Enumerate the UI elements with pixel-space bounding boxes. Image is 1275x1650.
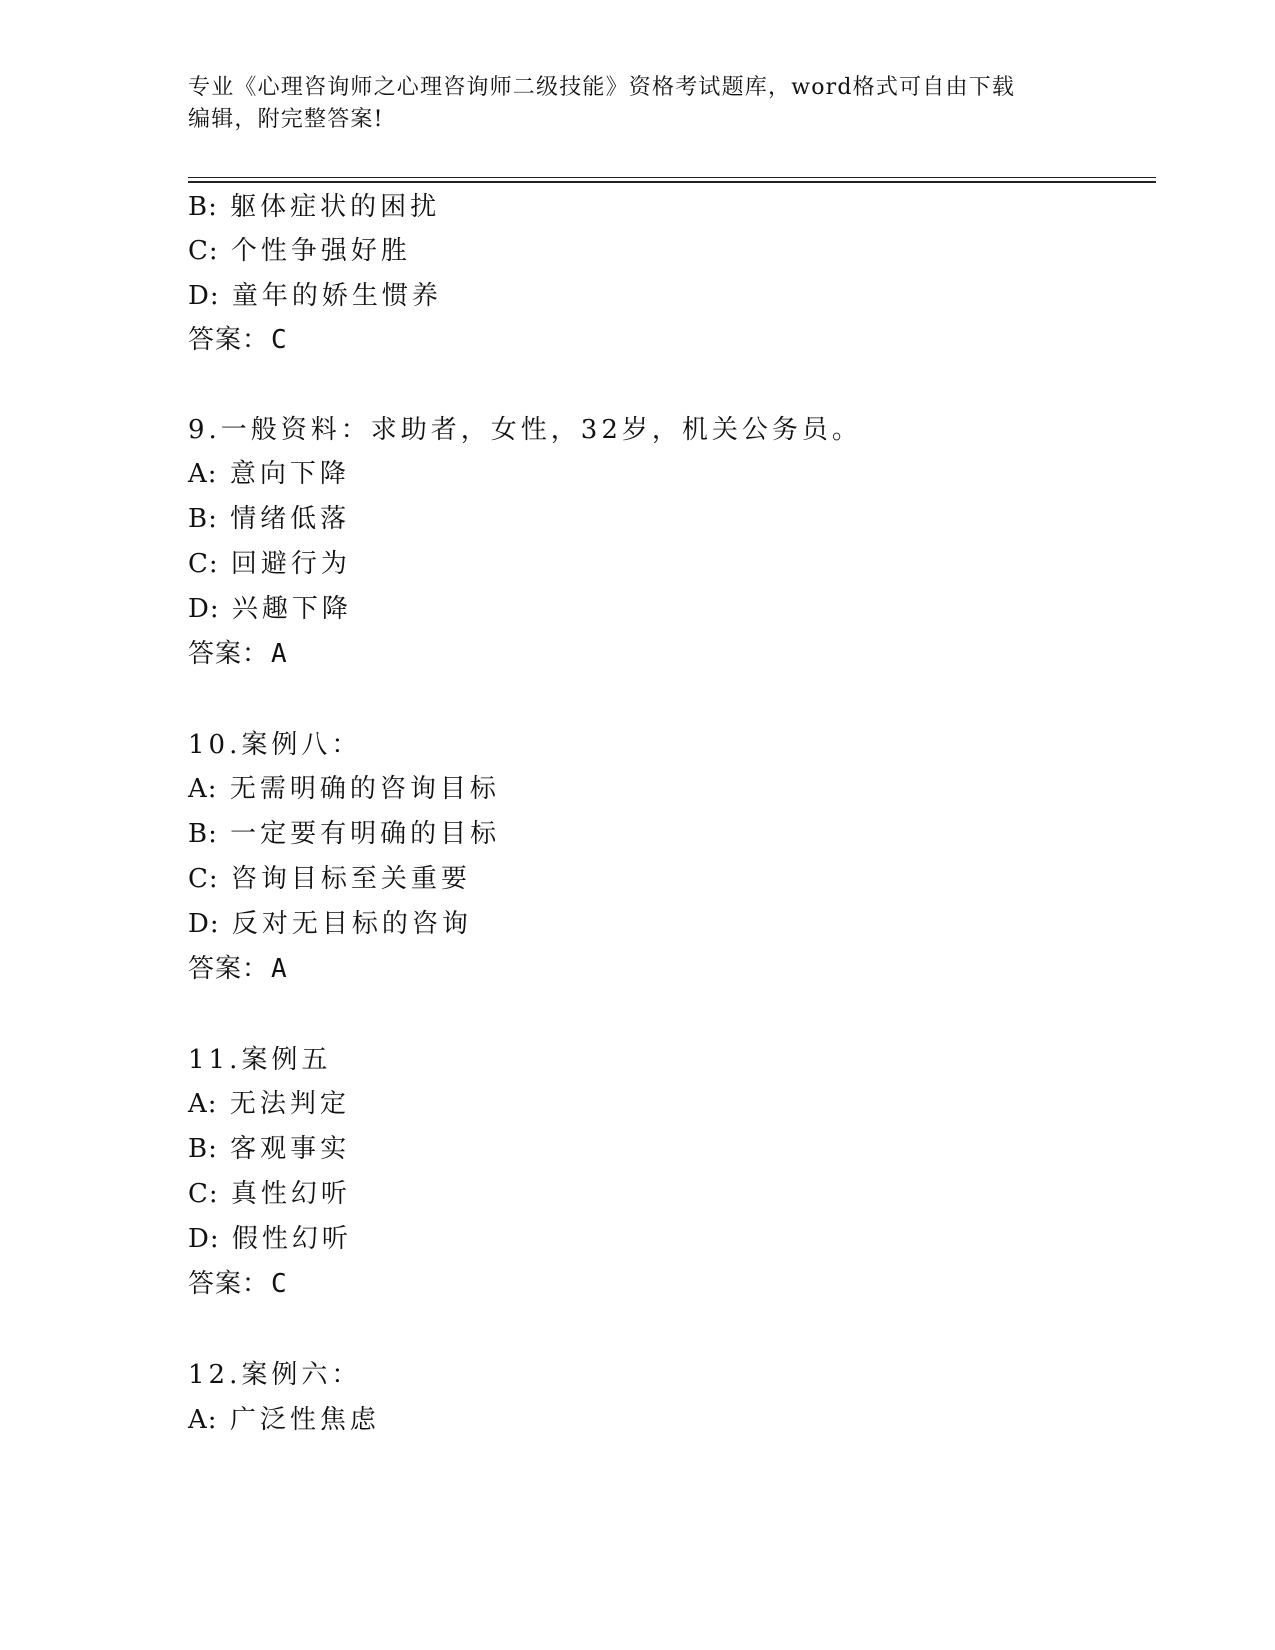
- q8-option-d: [188, 279, 442, 313]
- option-text: 情绪低落: [230, 504, 351, 534]
- option-letter: D:: [188, 909, 220, 939]
- option-text: 假性幻听: [231, 1224, 352, 1254]
- option-letter: C:: [188, 549, 219, 579]
- q10-option-d: [188, 907, 472, 941]
- option-text: 个性争强好胜: [230, 236, 411, 266]
- option-text: 兴趣下降: [231, 594, 352, 624]
- answer-label: 答案：: [188, 1269, 270, 1299]
- q11-option-b: [188, 1132, 350, 1166]
- q11-answer: [188, 1267, 288, 1301]
- option-text: 客观事实: [230, 1134, 351, 1164]
- answer-value: C: [271, 325, 288, 355]
- option-text: 躯体症状的困扰: [230, 192, 441, 222]
- option-letter: D:: [188, 281, 220, 311]
- q9-option-c: [188, 547, 351, 581]
- q9-option-b: [188, 502, 350, 536]
- option-text: 反对无目标的咨询: [231, 909, 472, 939]
- answer-value: C: [271, 1269, 288, 1299]
- q12-option-a: [188, 1403, 380, 1437]
- option-text: 真性幻听: [230, 1179, 351, 1209]
- option-text: 童年的娇生惯养: [231, 281, 442, 311]
- header-line-1: 专业《心理咨询师之心理咨询师二级技能》资格考试题库，word格式可自由下载: [188, 75, 1016, 100]
- option-letter: A:: [188, 774, 218, 804]
- q9-option-a: [188, 457, 350, 491]
- option-text: 意向下降: [229, 459, 350, 489]
- q9-answer: [188, 637, 288, 671]
- q11-option-c: [188, 1177, 351, 1211]
- option-letter: D:: [188, 1224, 220, 1254]
- option-letter: A:: [188, 459, 218, 489]
- header-line-2: 编辑，附完整答案!: [188, 107, 384, 132]
- header-divider-thin: [188, 177, 1156, 178]
- q10-option-a: [188, 772, 500, 806]
- header-divider-thick: [188, 181, 1156, 183]
- q10-answer: [188, 952, 288, 986]
- option-letter: B:: [188, 192, 218, 222]
- option-letter: C:: [188, 236, 219, 266]
- document-header: [188, 72, 1088, 136]
- answer-label: 答案：: [188, 954, 270, 984]
- option-letter: B:: [188, 819, 218, 849]
- option-letter: A:: [188, 1405, 218, 1435]
- answer-value: A: [271, 954, 288, 984]
- q10-stem: 10.案例八：: [188, 730, 362, 760]
- q11-option-d: [188, 1222, 352, 1256]
- option-letter: C:: [188, 864, 219, 894]
- answer-label: 答案：: [188, 639, 270, 669]
- q9-stem: 9.一般资料：求助者，女性，32岁，机关公务员。: [188, 415, 862, 445]
- answer-value: A: [271, 639, 288, 669]
- option-letter: B:: [188, 504, 218, 534]
- option-text: 无需明确的咨询目标: [229, 774, 500, 804]
- option-letter: D:: [188, 594, 220, 624]
- q11-stem: 11.案例五: [188, 1045, 332, 1075]
- q10-option-b: [188, 817, 500, 851]
- option-text: 一定要有明确的目标: [230, 819, 501, 849]
- option-text: 咨询目标至关重要: [230, 864, 471, 894]
- q10-option-c: [188, 862, 471, 896]
- option-letter: A:: [188, 1089, 218, 1119]
- q12-stem: 12.案例六：: [188, 1360, 362, 1390]
- option-text: 广泛性焦虑: [229, 1405, 380, 1435]
- option-text: 无法判定: [229, 1089, 350, 1119]
- option-letter: B:: [188, 1134, 218, 1164]
- q9-option-d: [188, 592, 352, 626]
- answer-label: 答案：: [188, 325, 270, 355]
- option-text: 回避行为: [230, 549, 351, 579]
- q11-option-a: [188, 1087, 350, 1121]
- q8-option-c: [188, 234, 411, 268]
- option-letter: C:: [188, 1179, 219, 1209]
- q8-option-b: [188, 190, 440, 224]
- q8-answer: [188, 323, 288, 357]
